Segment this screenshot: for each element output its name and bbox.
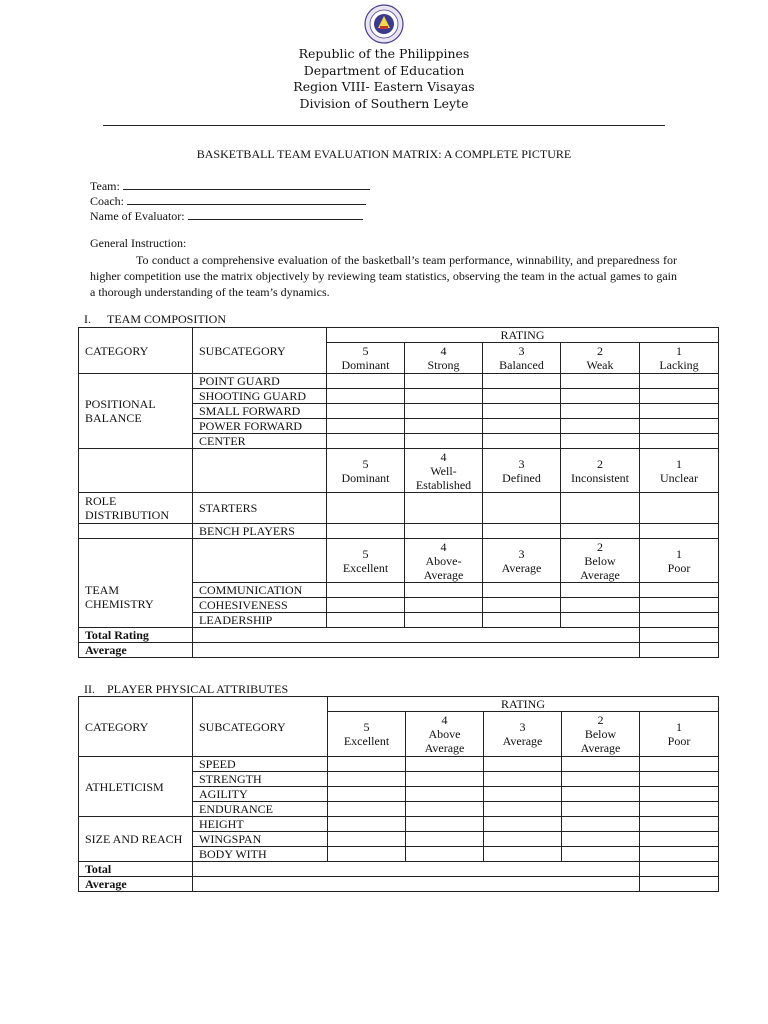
rating-scale-3: 3 Average: [484, 712, 562, 757]
rating-cell[interactable]: [640, 583, 719, 598]
rating-cell[interactable]: [562, 787, 640, 802]
empty-cell: [193, 449, 327, 493]
rating-cell[interactable]: [406, 757, 484, 772]
letterhead: [0, 46, 768, 112]
rating-cell[interactable]: [406, 787, 484, 802]
rating-cell[interactable]: [328, 757, 406, 772]
rating-cell[interactable]: [640, 434, 719, 449]
rating-scale-5: 5 Excellent: [327, 539, 405, 583]
subcategory-cell: BENCH PLAYERS: [193, 524, 327, 539]
coach-label: Coach:: [90, 194, 124, 208]
section-1-heading: [84, 312, 226, 327]
rating-cell[interactable]: [406, 802, 484, 817]
rating-cell[interactable]: [562, 847, 640, 862]
rating-cell[interactable]: [327, 404, 405, 419]
rating-cell[interactable]: [561, 598, 640, 613]
header-divider: [103, 125, 665, 126]
team-composition-table: [78, 327, 719, 658]
rating-header: RATING: [327, 328, 719, 343]
rating-cell[interactable]: [484, 832, 562, 847]
subcategory-cell: HEIGHT: [193, 817, 328, 832]
subcategory-cell: AGILITY: [193, 787, 328, 802]
rating-cell[interactable]: [405, 583, 483, 598]
empty-cell: [79, 449, 193, 493]
rating-cell[interactable]: [640, 524, 719, 539]
team-label: Team:: [90, 179, 120, 193]
rating-cell[interactable]: [484, 802, 562, 817]
rating-cell[interactable]: [483, 434, 561, 449]
rating-cell[interactable]: [562, 757, 640, 772]
rating-cell[interactable]: [405, 374, 483, 389]
rating-cell[interactable]: [327, 598, 405, 613]
rating-cell[interactable]: [327, 583, 405, 598]
rating-cell[interactable]: [406, 772, 484, 787]
average-label: Average: [79, 643, 193, 658]
rating-cell[interactable]: [327, 389, 405, 404]
rating-scale-2: 2 Inconsistent: [561, 449, 640, 493]
general-instruction-text: To conduct a comprehensive evaluation of the basketball’s team performance, winnability, and preparedness for higher competition use the matrix objectively by reviewing team statistics, observing the team in the actual games to gain a thorough understanding of the team’s dynamics.: [90, 253, 677, 299]
rating-header: RATING: [328, 697, 719, 712]
rating-cell[interactable]: [640, 802, 719, 817]
rating-scale-2: 2 Weak: [561, 343, 640, 374]
category-size-and-reach: SIZE AND REACH: [79, 817, 193, 862]
rating-cell[interactable]: [640, 598, 719, 613]
rating-cell[interactable]: [640, 389, 719, 404]
rating-scale-2: 2 Below Average: [562, 712, 640, 757]
rating-cell[interactable]: [561, 613, 640, 628]
rating-cell[interactable]: [405, 493, 483, 524]
player-physical-attributes-table: [78, 696, 719, 892]
rating-cell[interactable]: [561, 419, 640, 434]
rating-cell[interactable]: [562, 802, 640, 817]
subcategory-cell: STARTERS: [193, 493, 327, 524]
rating-cell[interactable]: [328, 772, 406, 787]
average-value[interactable]: [640, 643, 719, 658]
category-role-distribution: ROLE DISTRIBUTION: [79, 493, 193, 524]
rating-cell[interactable]: [405, 404, 483, 419]
rating-cell[interactable]: [640, 374, 719, 389]
rating-cell[interactable]: [327, 524, 405, 539]
rating-scale-5: 5 Excellent: [328, 712, 406, 757]
rating-scale-3: 3 Average: [483, 539, 561, 583]
subcategory-cell: COHESIVENESS: [193, 598, 327, 613]
subcategory-cell: ENDURANCE: [193, 802, 328, 817]
deped-seal-icon: [364, 4, 404, 44]
rating-cell[interactable]: [327, 374, 405, 389]
rating-cell[interactable]: [327, 419, 405, 434]
rating-cell[interactable]: [406, 832, 484, 847]
rating-cell[interactable]: [640, 847, 719, 862]
category-positional-balance: POSITIONAL BALANCE: [79, 374, 193, 449]
empty-cell: [79, 524, 193, 539]
letterhead-line: Republic of the Philippines: [298, 46, 470, 61]
subcategory-cell: BODY WITH: [193, 847, 328, 862]
subcategory-header: SUBCATEGORY: [193, 697, 328, 757]
rating-cell[interactable]: [483, 493, 561, 524]
subcategory-cell: POWER FORWARD: [193, 419, 327, 434]
section-title: PLAYER PHYSICAL ATTRIBUTES: [107, 682, 289, 696]
rating-cell[interactable]: [327, 493, 405, 524]
rating-cell[interactable]: [483, 389, 561, 404]
total-rating-label: Total Rating: [79, 628, 193, 643]
rating-scale-4: 4 Above Average: [406, 712, 484, 757]
rating-cell[interactable]: [405, 613, 483, 628]
category-team-chemistry: TEAM CHEMISTRY: [79, 539, 193, 628]
subcategory-cell: POINT GUARD: [193, 374, 327, 389]
rating-cell[interactable]: [483, 583, 561, 598]
rating-cell[interactable]: [640, 832, 719, 847]
rating-cell[interactable]: [483, 524, 561, 539]
rating-scale-4: 4 Strong: [405, 343, 483, 374]
total-label: Total: [79, 862, 193, 877]
rating-scale-3: 3 Balanced: [483, 343, 561, 374]
rating-cell[interactable]: [640, 419, 719, 434]
rating-cell[interactable]: [327, 613, 405, 628]
rating-cell[interactable]: [561, 389, 640, 404]
evaluator-field: [90, 208, 363, 223]
rating-cell[interactable]: [640, 757, 719, 772]
rating-cell[interactable]: [484, 772, 562, 787]
rating-scale-4: 4 Well- Established: [405, 449, 483, 493]
total-value[interactable]: [640, 862, 719, 877]
rating-cell[interactable]: [640, 404, 719, 419]
rating-cell[interactable]: [561, 434, 640, 449]
letterhead-line: Division of Southern Leyte: [299, 95, 469, 111]
rating-cell[interactable]: [561, 493, 640, 524]
team-blank[interactable]: [123, 178, 370, 190]
rating-cell[interactable]: [328, 802, 406, 817]
subcategory-header: SUBCATEGORY: [193, 328, 327, 374]
rating-cell[interactable]: [562, 832, 640, 847]
rating-cell[interactable]: [562, 772, 640, 787]
rating-cell[interactable]: [561, 404, 640, 419]
general-instruction-label: General Instruction:: [90, 236, 187, 250]
average-label: Average: [79, 877, 193, 892]
subcategory-cell: COMMUNICATION: [193, 583, 327, 598]
average-cell[interactable]: [193, 877, 640, 892]
rating-cell[interactable]: [562, 817, 640, 832]
rating-cell[interactable]: [484, 757, 562, 772]
rating-cell[interactable]: [328, 787, 406, 802]
rating-scale-1: 1 Lacking: [640, 343, 719, 374]
subcategory-cell: SMALL FORWARD: [193, 404, 327, 419]
rating-scale-5: 5 Dominant: [327, 343, 405, 374]
average-cell[interactable]: [193, 643, 640, 658]
rating-scale-4: 4 Above- Average: [405, 539, 483, 583]
coach-field: [90, 193, 366, 208]
rating-cell[interactable]: [405, 389, 483, 404]
empty-cell: [193, 539, 327, 583]
evaluator-blank[interactable]: [188, 208, 363, 220]
rating-cell[interactable]: [484, 787, 562, 802]
section-number: II.: [84, 682, 95, 696]
rating-scale-1: 1 Unclear: [640, 449, 719, 493]
rating-scale-2: 2 Below Average: [561, 539, 640, 583]
rating-cell[interactable]: [640, 817, 719, 832]
rating-cell[interactable]: [640, 787, 719, 802]
rating-cell[interactable]: [561, 524, 640, 539]
rating-cell[interactable]: [484, 847, 562, 862]
rating-cell[interactable]: [406, 817, 484, 832]
average-value[interactable]: [640, 877, 719, 892]
category-header: CATEGORY: [79, 328, 193, 374]
rating-cell[interactable]: [405, 598, 483, 613]
section-2-heading: [84, 682, 288, 697]
rating-cell[interactable]: [640, 772, 719, 787]
coach-blank[interactable]: [127, 193, 366, 205]
total-rating-value[interactable]: [640, 628, 719, 643]
letterhead-line: Region VIII- Eastern Visayas: [293, 79, 475, 94]
rating-cell[interactable]: [406, 847, 484, 862]
rating-cell[interactable]: [328, 817, 406, 832]
rating-cell[interactable]: [483, 404, 561, 419]
total-cell[interactable]: [193, 862, 640, 877]
category-header: CATEGORY: [79, 697, 193, 757]
document-title: BASKETBALL TEAM EVALUATION MATRIX: A COMPLETE PICTURE: [196, 147, 572, 161]
rating-cell[interactable]: [405, 434, 483, 449]
section-number: I.: [84, 312, 91, 326]
subcategory-cell: STRENGTH: [193, 772, 328, 787]
subcategory-cell: SHOOTING GUARD: [193, 389, 327, 404]
rating-scale-3: 3 Defined: [483, 449, 561, 493]
rating-scale-5: 5 Dominant: [327, 449, 405, 493]
rating-cell[interactable]: [561, 583, 640, 598]
letterhead-line: Department of Education: [303, 62, 465, 78]
section-title: TEAM COMPOSITION: [107, 312, 227, 326]
category-athleticism: ATHLETICISM: [79, 757, 193, 817]
subcategory-cell: CENTER: [193, 434, 327, 449]
rating-cell[interactable]: [328, 832, 406, 847]
rating-cell[interactable]: [483, 613, 561, 628]
rating-cell[interactable]: [328, 847, 406, 862]
rating-cell[interactable]: [483, 419, 561, 434]
rating-cell[interactable]: [483, 374, 561, 389]
rating-cell[interactable]: [405, 524, 483, 539]
rating-scale-1: 1 Poor: [640, 712, 719, 757]
rating-cell[interactable]: [483, 598, 561, 613]
rating-cell[interactable]: [405, 419, 483, 434]
team-field: [90, 178, 370, 193]
subcategory-cell: LEADERSHIP: [193, 613, 327, 628]
subcategory-cell: SPEED: [193, 757, 328, 772]
rating-cell[interactable]: [640, 613, 719, 628]
evaluator-label: Name of Evaluator:: [90, 209, 185, 223]
rating-cell[interactable]: [640, 493, 719, 524]
rating-cell[interactable]: [484, 817, 562, 832]
total-rating-cell[interactable]: [193, 628, 640, 643]
rating-cell[interactable]: [561, 374, 640, 389]
rating-cell[interactable]: [327, 434, 405, 449]
subcategory-cell: WINGSPAN: [193, 832, 328, 847]
rating-scale-1: 1 Poor: [640, 539, 719, 583]
